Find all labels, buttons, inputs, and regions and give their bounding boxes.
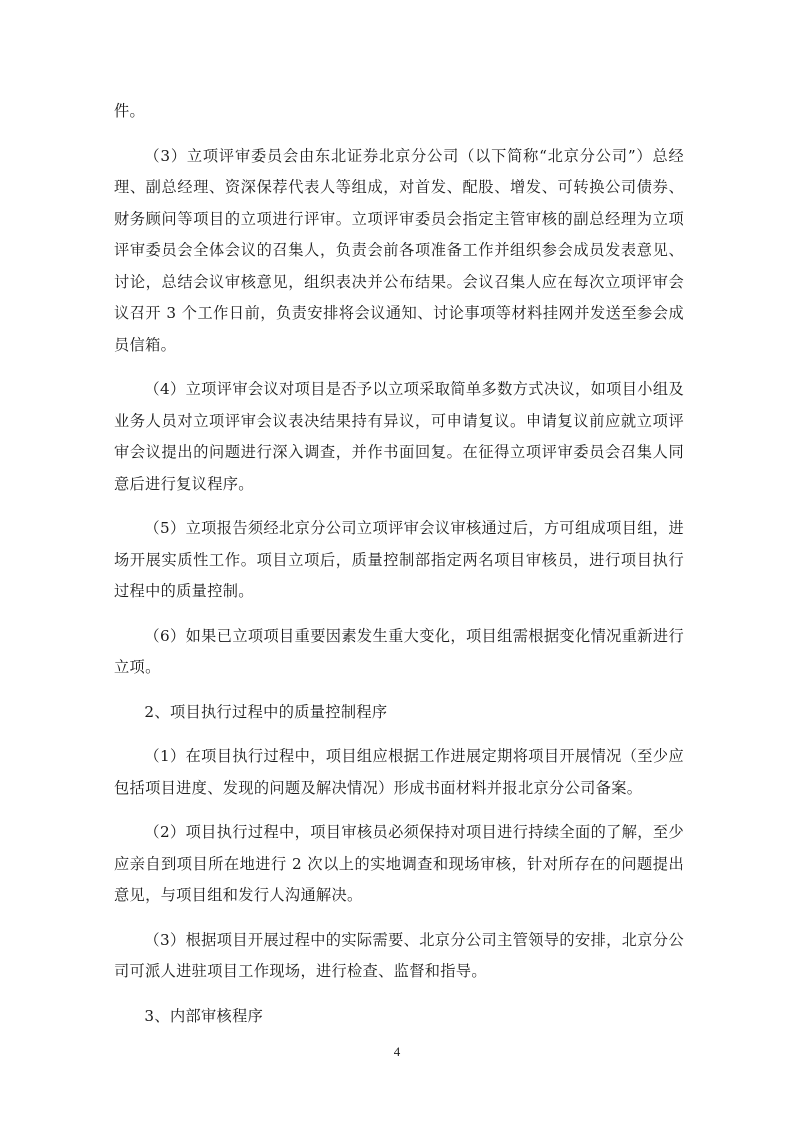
section-heading-2: 2、项目执行过程中的质量控制程序 <box>144 702 388 721</box>
section-heading-3: 3、内部审核程序 <box>144 1006 264 1025</box>
document-body <box>114 96 684 1045</box>
paragraph-2-item-2: （2）项目执行过程中，项目审核员必须保持对项目进行持续全面的了解，至少应亲自到项目所在地进行 2 次以上的实地调查和现场审核，针对所存在的问题提出意见，与项目组和发行人沟通解决。 <box>114 823 684 904</box>
paragraph-item-5: （5）立项报告须经北京分公司立项评审会议审核通过后，方可组成项目组，进场开展实质性工作。项目立项后，质量控制部指定两名项目审核员，进行项目执行过程中的质量控制。 <box>114 519 684 600</box>
paragraph-2-item-3: （3）根据项目开展过程中的实际需要、北京分公司主管领导的安排，北京分公司可派人进驻项目工作现场，进行检查、监督和指导。 <box>114 930 684 980</box>
paragraph-continuation: 件。 <box>114 102 146 120</box>
paragraph-2-item-1: （1）在项目执行过程中，项目组应根据工作进展定期将项目开展情况（至少应包括项目进度、发现的问题及解决情况）形成书面材料并报北京分公司备案。 <box>114 747 684 797</box>
paragraph-item-6: （6）如果已立项项目重要因素发生重大变化，项目组需根据变化情况重新进行立项。 <box>114 626 684 676</box>
paragraph-item-4: （4）立项评审会议对项目是否予以立项采取简单多数方式决议，如项目小组及业务人员对立项评审会议表决结果持有异议，可申请复议。申请复议前应就立项评审会议提出的问题进行深入调查，并作书面回复。在征得立项评审委员会召集人同意后进行复议程序。 <box>114 380 684 493</box>
page-number: 4 <box>393 1044 401 1059</box>
paragraph-item-3: （3）立项评审委员会由东北证券北京分公司（以下简称“北京分公司”）总经理、副总经理、资深保荐代表人等组成，对首发、配股、增发、可转换公司债券、财务顾问等项目的立项进行评审。立项评审委员会指定主管审核的副总经理为立项评审委员会全体会议的召集人，负责会前各项准备工作并组织参会成员发表意见、讨论，总结会议审核意见，组织表决并公布结果。会议召集人应在每次立项评审会议召开 3 个工作日前，负责安排将会议通知、讨论事项等材料挂网并发送至参会成员信箱。 <box>114 146 684 354</box>
